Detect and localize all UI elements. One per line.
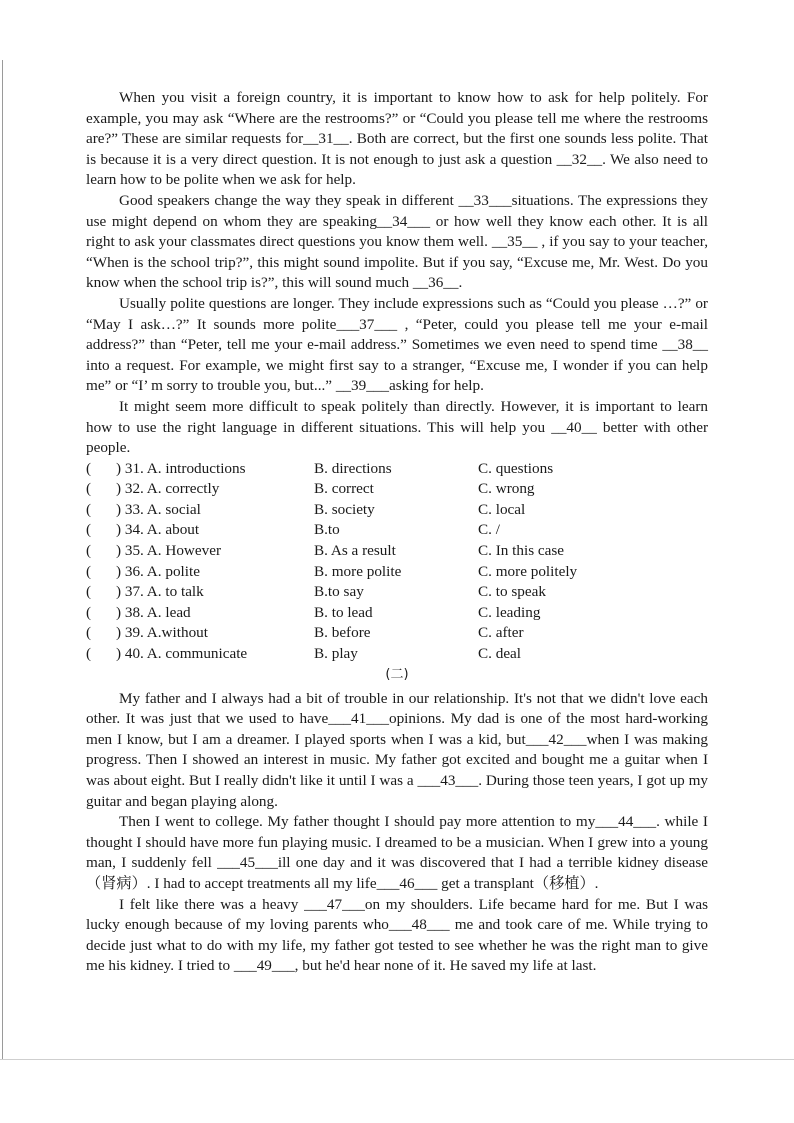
option-c: C. deal <box>478 645 522 663</box>
option-b: B. more polite <box>314 562 402 580</box>
bottom-divider <box>0 1059 794 1060</box>
passage-2-paragraph-1: My father and I always had a bit of trouble in our relationship. It's not that we didn't love each other. It was just that we used to have___41___opinions. My dad is one of the most hard-working men I know, but I am a dreamer. I played sports when I was a kid, but___42___when I was making progress. Then I showed an interest in music. My father got excited and bought me a guitar when I was about eight. But I really didn't like it until I was a ___43___. During those teen years, I got up my guitar and began playing along. <box>86 689 708 810</box>
option-b: B.to say <box>314 583 364 601</box>
question-row <box>86 562 708 583</box>
option-c: C. / <box>478 521 500 539</box>
question-row <box>86 520 708 541</box>
answer-bracket[interactable]: ( <box>86 562 92 580</box>
question-row <box>86 644 708 665</box>
option-c: C. wrong <box>478 480 535 498</box>
option-c: C. In this case <box>478 542 565 560</box>
option-b: B. society <box>314 500 375 518</box>
answer-bracket[interactable]: ( <box>86 521 92 539</box>
question-row <box>86 479 708 500</box>
passage-1-paragraph-3: Usually polite questions are longer. They include expressions such as “Could you please …?” or “May I ask…?” It sounds more polite___37___ , “Peter, could you please tell me your e-mail address?” than “Peter, tell me your e-mail address.” Sometimes we even need to spend time __38__ into a request. For example, we might first say to a stranger, “Excuse me, I wonder if you can help me” or “I’ m sorry to trouble you, but...” __39___asking for help. <box>86 294 708 395</box>
option-a: ) 35. A. However <box>116 542 222 560</box>
question-row <box>86 582 708 603</box>
left-margin-line <box>2 60 3 1060</box>
question-row <box>86 623 708 644</box>
passage-2-paragraph-2: Then I went to college. My father thought I should pay more attention to my___44___. while I thought I should have more fun playing music. I dreamed to be a musician. When I grew into a young man, I suddenly fell ___45___ill one day and it was discovered that I had a terrible kidney disease（肾病）. I had to accept treatments all my life___46___ get a transplant（移植）. <box>86 813 708 892</box>
passage-1 <box>86 88 708 459</box>
option-a: ) 32. A. correctly <box>116 480 220 498</box>
passage-1-paragraph-1: When you visit a foreign country, it is important to know how to ask for help politely. For example, you may ask “Where are the restrooms?” or “Could you please tell me where the restrooms are?” These are similar requests for__31__. Both are correct, but the first one sounds less polite. That is because it is a very direct question. It is not enough to just ask a question __32__. We also need to learn how to be polite when we ask for help. <box>86 89 708 189</box>
question-row <box>86 459 708 480</box>
answer-bracket[interactable]: ( <box>86 603 92 621</box>
option-c: C. local <box>478 500 526 518</box>
option-a: ) 31. A. introductions <box>116 459 246 477</box>
answer-bracket[interactable]: ( <box>86 645 92 663</box>
option-a: ) 36. A. polite <box>116 562 200 580</box>
question-row <box>86 500 708 521</box>
option-c: C. leading <box>478 603 541 621</box>
exam-page <box>86 88 708 977</box>
option-a: ) 33. A. social <box>116 500 201 518</box>
option-c: C. questions <box>478 459 554 477</box>
option-a: ) 38. A. lead <box>116 603 191 621</box>
answer-bracket[interactable]: ( <box>86 480 92 498</box>
option-b: B. correct <box>314 480 374 498</box>
option-a: ) 39. A.without <box>116 624 208 642</box>
answer-bracket[interactable]: ( <box>86 500 92 518</box>
answer-bracket[interactable]: ( <box>86 624 92 642</box>
answer-bracket[interactable]: ( <box>86 583 92 601</box>
answer-options <box>86 459 708 665</box>
passage-2 <box>86 689 708 977</box>
option-a: ) 40. A. communicate <box>116 645 248 663</box>
passage-2-paragraph-3: I felt like there was a heavy ___47___on my shoulders. Life became hard for me. But I was lucky enough because of my loving parents who___48___ me and took care of me. While trying to decide just what to do with my life, my father got tested to see whether he was the right man to give me his kidney. I tried to ___49___, but he'd hear none of it. He saved my life at last. <box>86 895 708 975</box>
question-row <box>86 603 708 624</box>
answer-bracket[interactable]: ( <box>86 459 92 477</box>
option-b: B. to lead <box>314 603 373 621</box>
answer-bracket[interactable]: ( <box>86 542 92 560</box>
option-b: B. directions <box>314 459 392 477</box>
option-b: B. before <box>314 624 371 642</box>
option-c: C. after <box>478 624 524 642</box>
passage-1-paragraph-4: It might seem more difficult to speak politely than directly. However, it is important to learn how to use the right language in different situations. This will help you __40__ better with other people. <box>86 397 708 457</box>
option-b: B. play <box>314 645 358 663</box>
option-c: C. more politely <box>478 562 578 580</box>
option-b: B.to <box>314 521 340 539</box>
option-c: C. to speak <box>478 583 546 601</box>
option-a: ) 34. A. about <box>116 521 200 539</box>
question-row <box>86 541 708 562</box>
option-b: B. As a result <box>314 542 396 560</box>
option-a: ) 37. A. to talk <box>116 583 204 601</box>
part-2-heading: (二) <box>385 666 409 682</box>
passage-1-paragraph-2: Good speakers change the way they speak in different __33___situations. The expressions they use might depend on whom they are speaking__34___ or how well they know each other. It is all right to ask your classmates direct questions you know them well. __35__ , if you say to your teacher, “When is the school trip?”, this might sound impolite. But if you say, “Excuse me, Mr. West. Do you know when the school trip is?”, this will sound much __36__. <box>86 191 708 292</box>
